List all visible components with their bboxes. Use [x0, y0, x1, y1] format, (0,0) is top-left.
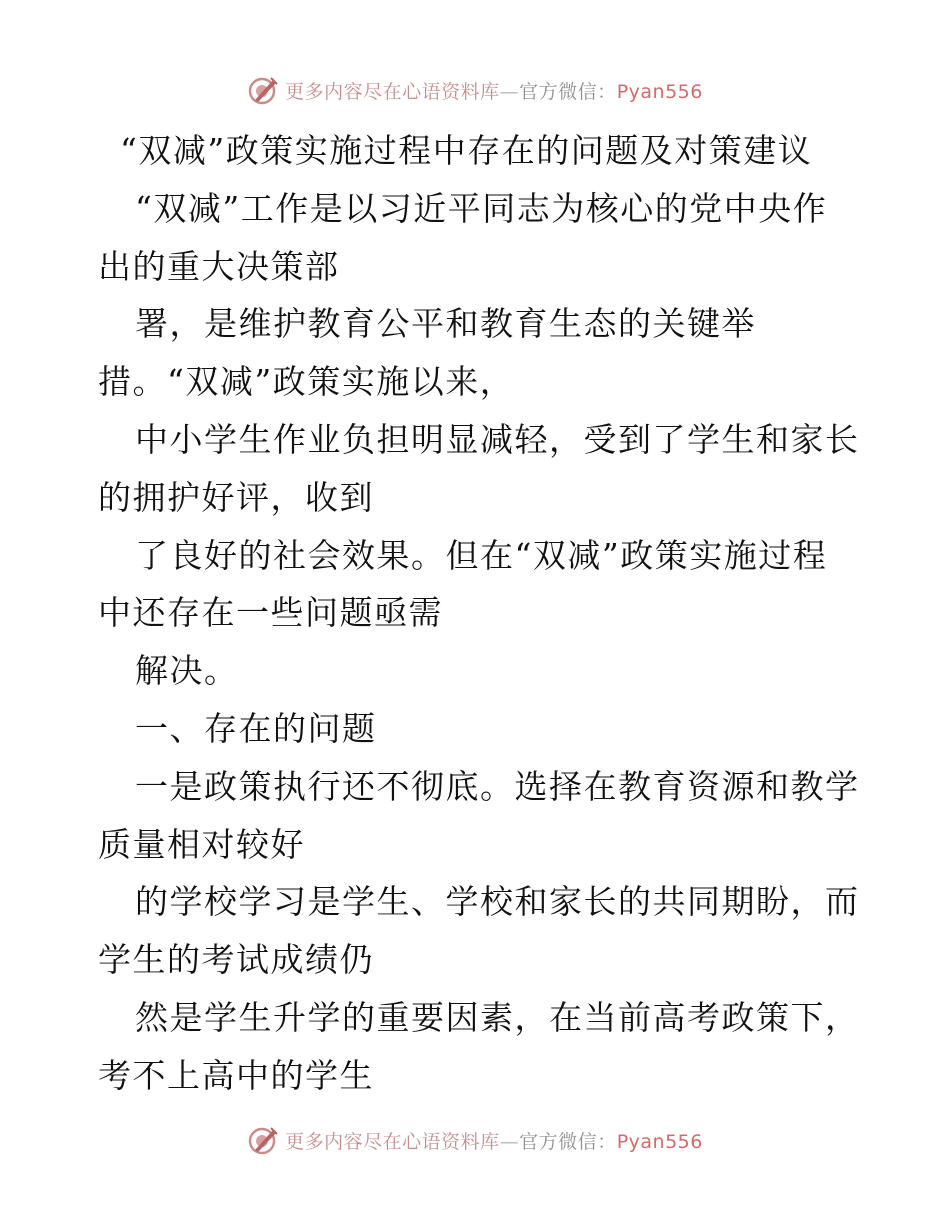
- document-body: [98, 122, 858, 1105]
- text-line: 措。“双减”政策实施以来，: [98, 362, 515, 402]
- banner-wechat-account: Pyan556: [616, 80, 703, 103]
- header-watermark-banner: [0, 70, 950, 110]
- text-line: “双减”工作是以习近平同志为核心的党中央作: [135, 188, 828, 228]
- text-line: 署，是维护教育公平和教育生态的关键举: [135, 304, 756, 344]
- banner-wechat-label: 官方微信：: [519, 1130, 617, 1153]
- text-line: 的拥护好评，收到: [98, 477, 374, 517]
- banner-separator: —: [499, 80, 520, 103]
- text-line: 中还存在一些问题亟需: [98, 593, 443, 633]
- banner-wechat-account: Pyan556: [616, 1130, 703, 1153]
- document-title: “双减”政策实施过程中存在的问题及对策建议: [120, 131, 813, 170]
- footer-watermark-banner: [0, 1120, 950, 1160]
- pen-logo-icon: [247, 74, 279, 106]
- banner-wechat-label: 官方微信：: [519, 80, 617, 103]
- text-line: 出的重大决策部: [98, 246, 340, 286]
- text-line: 了良好的社会效果。但在“双减”政策实施过程: [135, 535, 828, 575]
- text-line: 的学校学习是学生、学校和家长的共同期盼，而: [135, 882, 860, 922]
- text-line: 然是学生升学的重要因素，在当前高考政策下，: [135, 997, 860, 1037]
- pen-logo-icon: [247, 1124, 279, 1156]
- section-heading: 一、存在的问题: [135, 708, 377, 748]
- banner-separator: —: [499, 1130, 520, 1153]
- text-line: 质量相对较好: [98, 824, 305, 864]
- text-line: 学生的考试成绩仍: [98, 940, 374, 980]
- text-line: 解决。: [135, 651, 239, 691]
- text-line: 考不上高中的学生: [98, 1055, 374, 1095]
- banner-site-text: 更多内容尽在心语资料库: [285, 80, 500, 103]
- text-line: 中小学生作业负担明显减轻，受到了学生和家长: [135, 419, 860, 459]
- banner-site-text: 更多内容尽在心语资料库: [285, 1130, 500, 1153]
- text-line: 一是政策执行还不彻底。选择在教育资源和教学: [135, 766, 860, 806]
